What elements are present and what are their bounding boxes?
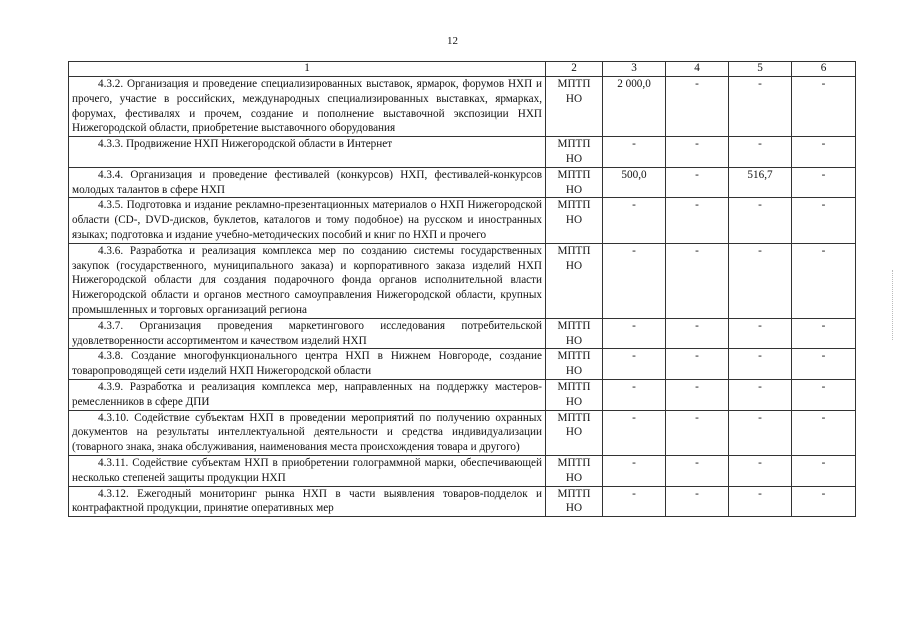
funding-c5: -: [729, 318, 792, 349]
funding-c3: -: [603, 455, 666, 486]
table-row: [69, 486, 856, 517]
responsible-agency: МПТП НО: [546, 318, 603, 349]
responsible-agency: МПТП НО: [546, 137, 603, 168]
responsible-agency: МПТП НО: [546, 455, 603, 486]
responsible-agency: МПТП НО: [546, 379, 603, 410]
measure-description: 4.3.2. Организация и проведение специализированных выставок, ярмарок, форумов НХП и прочего, участие в российских, международных специализированных выставках, ярмарках, форумах, фестивалях и прочем, создание и пополнение выставочной экспозиции НХП Нижегородской области, приобретение выставочного оборудования: [69, 77, 546, 137]
funding-c4: -: [666, 349, 729, 380]
funding-c3: -: [603, 379, 666, 410]
measure-description: 4.3.12. Ежегодный мониторинг рынка НХП в части выявления товаров-подделок и контрафактной продукции, принятие оперативных мер: [69, 486, 546, 517]
funding-c6: -: [792, 243, 856, 318]
program-table: [68, 61, 856, 517]
funding-c6: -: [792, 198, 856, 243]
header-col-1: 1: [69, 62, 546, 77]
funding-c5: -: [729, 137, 792, 168]
header-col-2: 2: [546, 62, 603, 77]
measure-description: 4.3.7. Организация проведения маркетингового исследования потребительской удовлетворенности ассортиментом и качеством изделий НХП: [69, 318, 546, 349]
funding-c3: -: [603, 349, 666, 380]
funding-c4: -: [666, 167, 729, 198]
measure-description: 4.3.9. Разработка и реализация комплекса мер, направленных на поддержку мастеров-ремесленников в сфере ДПИ: [69, 379, 546, 410]
table-row: [69, 349, 856, 380]
funding-c4: -: [666, 137, 729, 168]
responsible-agency: МПТП НО: [546, 77, 603, 137]
funding-c3: -: [603, 137, 666, 168]
funding-c5: -: [729, 77, 792, 137]
table-row: [69, 243, 856, 318]
funding-c6: -: [792, 349, 856, 380]
table-row: [69, 318, 856, 349]
measure-description: 4.3.10. Содействие субъектам НХП в проведении мероприятий по получению охранных документов на результаты интеллектуальной деятельности и средства индивидуализации (товарного знака, знака обслуживания, наименования места происхождения товара и другого): [69, 410, 546, 455]
funding-c3: -: [603, 486, 666, 517]
funding-c6: -: [792, 137, 856, 168]
header-col-3: 3: [603, 62, 666, 77]
funding-c6: -: [792, 318, 856, 349]
funding-c4: -: [666, 318, 729, 349]
funding-c3: -: [603, 318, 666, 349]
funding-c3: -: [603, 198, 666, 243]
funding-c4: -: [666, 77, 729, 137]
table-row: [69, 137, 856, 168]
funding-c6: -: [792, 455, 856, 486]
responsible-agency: МПТП НО: [546, 167, 603, 198]
header-col-5: 5: [729, 62, 792, 77]
responsible-agency: МПТП НО: [546, 410, 603, 455]
scan-artifact: [892, 270, 899, 340]
measure-description: 4.3.11. Содействие субъектам НХП в приобретении голограммной марки, обеспечивающей несколько степеней защиты продукции НХП: [69, 455, 546, 486]
funding-c4: -: [666, 410, 729, 455]
responsible-agency: МПТП НО: [546, 243, 603, 318]
funding-c5: -: [729, 198, 792, 243]
funding-c5: -: [729, 455, 792, 486]
responsible-agency: МПТП НО: [546, 486, 603, 517]
measure-description: 4.3.8. Создание многофункционального центра НХП в Нижнем Новгороде, создание товаропроводящей сети изделий НХП Нижегородской области: [69, 349, 546, 380]
table-row: [69, 455, 856, 486]
funding-c5: -: [729, 486, 792, 517]
measure-description: 4.3.6. Разработка и реализация комплекса мер по созданию системы государственных закупок (государственного, муниципального заказа) и корпоративного заказа изделий НХП Нижегородской области для создания подарочного фонда органов исполнительной власти Нижегородской области и органов местного самоуправления Нижегородской области, крупных промышленных и торговых организаций региона: [69, 243, 546, 318]
table-row: [69, 77, 856, 137]
funding-c3: -: [603, 243, 666, 318]
funding-c3: 2 000,0: [603, 77, 666, 137]
funding-c4: -: [666, 243, 729, 318]
funding-c6: -: [792, 410, 856, 455]
funding-c4: -: [666, 486, 729, 517]
table-row: [69, 379, 856, 410]
funding-c5: -: [729, 410, 792, 455]
funding-c4: -: [666, 379, 729, 410]
table-row: [69, 167, 856, 198]
header-col-6: 6: [792, 62, 856, 77]
measure-description: 4.3.5. Подготовка и издание рекламно-презентационных материалов о НХП Нижегородской области (CD-, DVD-дисков, буклетов, каталогов и тому подобное) на русском и иностранных языках; подготовка и издание учебно-методических пособий и книг по НХП и прочего: [69, 198, 546, 243]
page-number: 12: [447, 35, 458, 47]
funding-c5: -: [729, 379, 792, 410]
header-row: [69, 62, 856, 77]
responsible-agency: МПТП НО: [546, 198, 603, 243]
funding-c4: -: [666, 455, 729, 486]
funding-c6: -: [792, 486, 856, 517]
responsible-agency: МПТП НО: [546, 349, 603, 380]
funding-c5: -: [729, 243, 792, 318]
table-row: [69, 198, 856, 243]
header-col-4: 4: [666, 62, 729, 77]
funding-c5: 516,7: [729, 167, 792, 198]
funding-c3: -: [603, 410, 666, 455]
funding-c6: -: [792, 379, 856, 410]
table-row: [69, 410, 856, 455]
measure-description: 4.3.3. Продвижение НХП Нижегородской области в Интернет: [69, 137, 546, 168]
funding-c6: -: [792, 167, 856, 198]
funding-c4: -: [666, 198, 729, 243]
funding-c5: -: [729, 349, 792, 380]
funding-c6: -: [792, 77, 856, 137]
measure-description: 4.3.4. Организация и проведение фестивалей (конкурсов) НХП, фестивалей-конкурсов молодых талантов в сфере НХП: [69, 167, 546, 198]
funding-c3: 500,0: [603, 167, 666, 198]
